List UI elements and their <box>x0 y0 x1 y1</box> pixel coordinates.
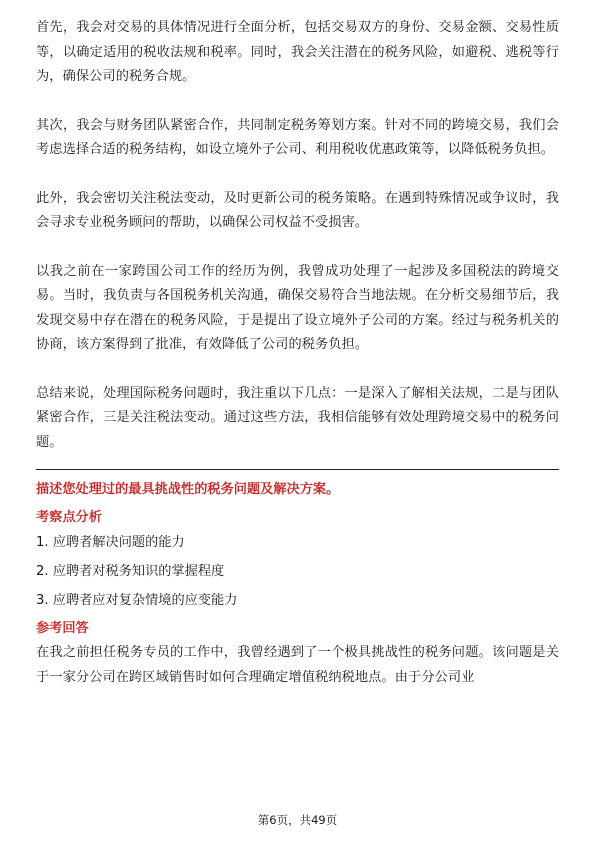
paragraph-analysis: 首先，我会对交易的具体情况进行全面分析，包括交易双方的身份、交易金额、交易性质等，以确定适用的税收法规和税率。同时，我会关注潜在的税务风险，如避税、逃税等行为，确保公司的税务合规。 <box>36 20 559 84</box>
list-item: 2. 应聘者对税务知识的掌握程度 <box>36 564 225 579</box>
section-divider <box>36 469 559 470</box>
paragraph-summary: 总结来说，处理国际税务问题时，我注重以下几点：一是深入了解相关法规，二是与团队紧密合作，三是关注税法变动。通过这些方法，我相信能够有效处理跨境交易中的税务问题。 <box>36 385 559 450</box>
analysis-title: 考察点分析 <box>36 510 102 525</box>
reference-answer: 在我之前担任税务专员的工作中，我曾经遇到了一个极具挑战性的税务问题。该问题是关于一家分公司在跨区域销售时如何合理确定增值税纳税地点。由于分公司业 <box>36 645 559 685</box>
analysis-list <box>36 530 559 613</box>
question-heading: 描述您处理过的最具挑战性的税务问题及解决方案。 <box>36 482 340 497</box>
paragraph-cooperation: 其次，我会与财务团队紧密合作，共同制定税务筹划方案。针对不同的跨境交易，我们会考虑选择合适的税务结构，如设立境外子公司、利用税收优惠政策等，以降低税务负担。 <box>36 117 559 157</box>
list-item: 3. 应聘者应对复杂情境的应变能力 <box>36 593 238 608</box>
paragraph-tax-law-changes: 此外，我会密切关注税法变动，及时更新公司的税务策略。在遇到特殊情况或争议时，我会寻求专业税务顾问的帮助，以确保公司权益不受损害。 <box>36 190 559 230</box>
paragraph-example: 以我之前在一家跨国公司工作的经历为例，我曾成功处理了一起涉及多国税法的跨境交易。当时，我负责与各国税务机关沟通，确保交易符合当地法规。在分析交易细节后，我发现交易中存在潜在的税务风险，于是提出了设立境外子公司的方案。经过与税务机关的协商，该方案得到了批准，有效降低了公司的税务负担。 <box>36 263 559 352</box>
reference-title: 参考回答 <box>36 621 89 636</box>
document-body <box>36 16 559 690</box>
list-item: 1. 应聘者解决问题的能力 <box>36 535 185 550</box>
page-number: 第6页，共49页 <box>257 813 338 827</box>
